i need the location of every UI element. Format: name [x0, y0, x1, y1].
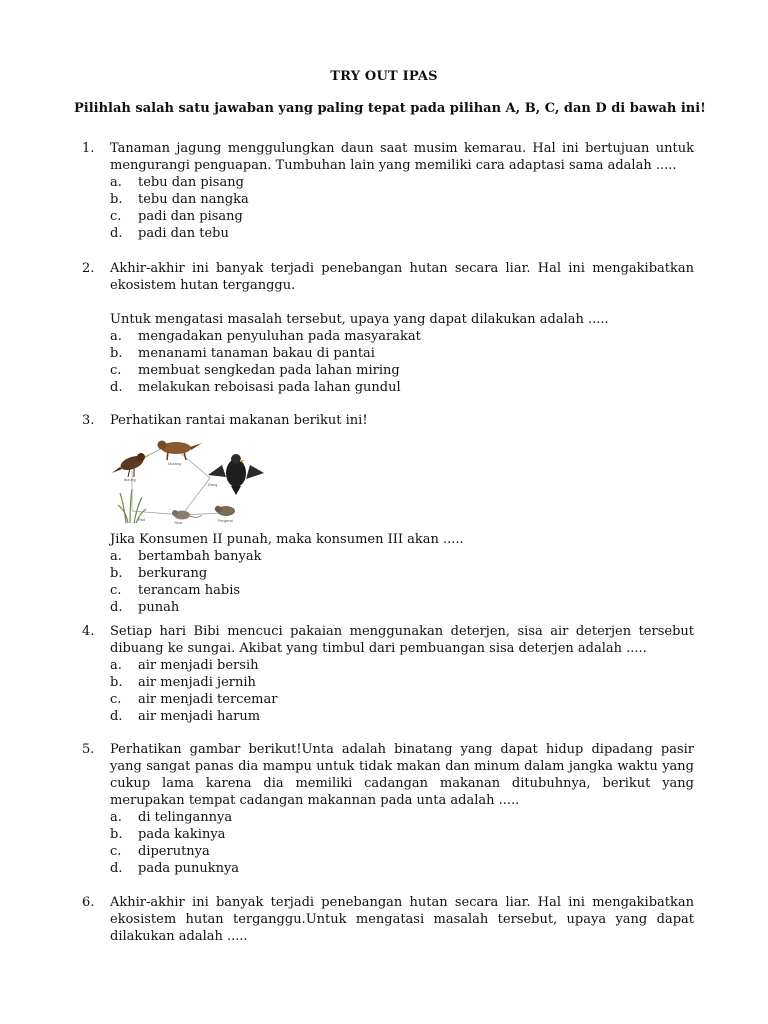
option-text: diperutnya: [138, 844, 210, 859]
option-text: punah: [138, 600, 180, 615]
option-text: di telingannya: [138, 810, 233, 825]
option-text: berkurang: [138, 566, 208, 581]
option-d[interactable]: [110, 599, 694, 616]
options-list: [110, 174, 694, 242]
question-5: [82, 741, 694, 877]
option-letter: c.: [110, 583, 122, 598]
option-letter: b.: [110, 827, 123, 842]
option-text: terancam habis: [138, 583, 241, 598]
options-list: [110, 548, 694, 616]
option-a[interactable]: [110, 328, 694, 345]
option-letter: c.: [110, 844, 122, 859]
label-rodent: Pengerat: [218, 519, 233, 523]
option-text: tebu dan nangka: [138, 192, 249, 207]
option-b[interactable]: [110, 674, 694, 691]
option-b[interactable]: [110, 565, 694, 582]
option-letter: d.: [110, 861, 123, 876]
label-mouse: Tikus: [174, 521, 183, 525]
options-list: [110, 657, 694, 725]
question-1: [82, 140, 694, 242]
option-text: melakukan reboisasi pada lahan gundul: [138, 380, 401, 395]
food-chain-figure: [110, 433, 270, 525]
option-c[interactable]: [110, 362, 694, 379]
option-c[interactable]: [110, 208, 694, 225]
option-text: padi dan tebu: [138, 226, 229, 241]
option-text: membuat sengkedan pada lahan miring: [138, 363, 400, 378]
question-number: 5.: [82, 742, 95, 757]
label-weasel: Musang: [168, 462, 181, 466]
option-letter: d.: [110, 600, 123, 615]
question-3: [82, 412, 694, 616]
option-a[interactable]: [110, 174, 694, 191]
option-letter: c.: [110, 363, 122, 378]
option-letter: b.: [110, 346, 123, 361]
option-text: padi dan pisang: [138, 209, 243, 224]
question-number: 3.: [82, 413, 95, 428]
option-b[interactable]: [110, 826, 694, 843]
question-text: Akhir-akhir ini banyak terjadi penebangan hutan secara liar. Hal ini mengakibatkan ekosistem hutan terganggu.: [110, 261, 694, 293]
eagle-icon: [208, 454, 264, 495]
question-number: 6.: [82, 895, 95, 910]
question-text: Tanaman jagung menggulungkan daun saat musim kemarau. Hal ini bertujuan untuk mengurangi penguapan. Tumbuhan lain yang memiliki cara adaptasi sama adalah .....: [110, 141, 694, 173]
option-letter: d.: [110, 380, 123, 395]
option-text: menanami tanaman bakau di pantai: [138, 346, 375, 361]
option-text: air menjadi jernih: [138, 675, 256, 690]
question-text-2: Untuk mengatasi masalah tersebut, upaya yang dapat dilakukan adalah .....: [110, 312, 609, 327]
option-d[interactable]: [110, 708, 694, 725]
option-d[interactable]: [110, 860, 694, 877]
option-d[interactable]: [110, 225, 694, 242]
question-text-2: Jika Konsumen II punah, maka konsumen III akan .....: [110, 532, 464, 547]
option-c[interactable]: [110, 843, 694, 860]
option-b[interactable]: [110, 191, 694, 208]
option-c[interactable]: [110, 691, 694, 708]
option-letter: b.: [110, 566, 123, 581]
option-text: pada kakinya: [138, 827, 226, 842]
option-letter: d.: [110, 709, 123, 724]
option-letter: d.: [110, 226, 123, 241]
option-letter: a.: [110, 329, 122, 344]
option-letter: c.: [110, 209, 122, 224]
options-list: [110, 328, 694, 396]
option-c[interactable]: [110, 582, 694, 599]
question-number: 1.: [82, 141, 95, 156]
bird-icon: [112, 453, 150, 477]
page-title: TRY OUT IPAS: [330, 69, 438, 84]
label-eagle: Elang: [208, 483, 218, 487]
option-text: tebu dan pisang: [138, 175, 244, 190]
option-b[interactable]: [110, 345, 694, 362]
option-text: pada punuknya: [138, 861, 240, 876]
option-letter: a.: [110, 658, 122, 673]
option-letter: b.: [110, 675, 123, 690]
question-text: Setiap hari Bibi mencuci pakaian menggunakan deterjen, sisa air deterjen tersebut dibuang ke sungai. Akibat yang timbul dari pembuangan sisa deterjen adalah .....: [110, 624, 694, 656]
question-number: 4.: [82, 624, 95, 639]
rodent-icon: [215, 506, 235, 516]
mouse-icon: [172, 510, 202, 520]
option-letter: a.: [110, 810, 122, 825]
option-text: air menjadi tercemar: [138, 692, 278, 707]
label-bird: Burung: [124, 478, 136, 482]
question-text: Perhatikan rantai makanan berikut ini!: [110, 413, 368, 428]
label-plant: Padi: [138, 518, 146, 522]
option-letter: c.: [110, 692, 122, 707]
instruction-text: Pilihlah salah satu jawaban yang paling tepat pada pilihan A, B, C, dan D di bawah ini!: [74, 101, 706, 116]
option-letter: a.: [110, 549, 122, 564]
question-number: 2.: [82, 261, 95, 276]
food-chain-diagram: [110, 433, 270, 525]
option-letter: b.: [110, 192, 123, 207]
question-6: [82, 894, 694, 945]
options-list: [110, 809, 694, 877]
option-a[interactable]: [110, 809, 694, 826]
option-a[interactable]: [110, 657, 694, 674]
option-letter: a.: [110, 175, 122, 190]
weasel-icon: [158, 441, 203, 461]
option-d[interactable]: [110, 379, 694, 396]
option-a[interactable]: [110, 548, 694, 565]
question-4: [82, 623, 694, 725]
option-text: mengadakan penyuluhan pada masyarakat: [138, 329, 421, 344]
option-text: air menjadi bersih: [138, 658, 259, 673]
question-2: [82, 260, 694, 396]
option-text: bertambah banyak: [138, 549, 262, 564]
question-text: Perhatikan gambar berikut!Unta adalah binatang yang dapat hidup dipadang pasir yang sangat panas dia mampu untuk tidak makan dan minum dalam jangka waktu yang cukup lama karena dia memiliki cadangan makanan ditubuhnya, berikut yang merupakan tempat cadangan makannan pada unta adalah .....: [110, 742, 694, 808]
option-text: air menjadi harum: [138, 709, 261, 724]
question-text: Akhir-akhir ini banyak terjadi penebangan hutan secara liar. Hal ini mengakibatkan ekosistem hutan terganggu.Untuk mengatasi masalah tersebut, upaya yang dapat dilakukan adalah .....: [110, 895, 694, 944]
